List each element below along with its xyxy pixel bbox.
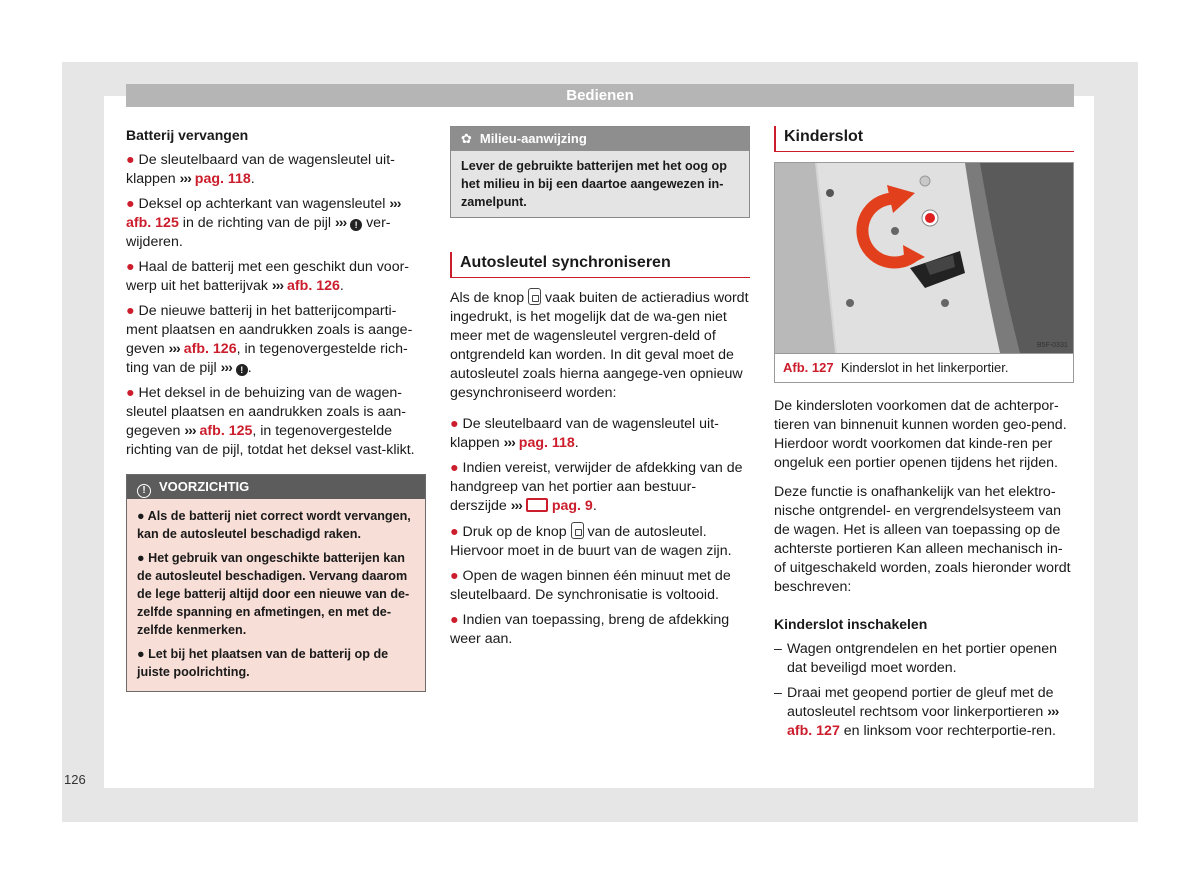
figure-code: B5F-0331 [1037, 342, 1068, 349]
page-frame-bottom [62, 788, 1138, 822]
caution-item: ● Let bij het plaatsen van de batterij op de juiste poolrichting. [137, 647, 389, 679]
caution-box [126, 474, 426, 692]
chapter-header: Bedienen [126, 84, 1074, 107]
caution-body [127, 499, 425, 691]
childlock-subheading: Kinderslot inschakelen [774, 616, 928, 632]
caution-icon: ! [137, 484, 151, 498]
page-ref-link[interactable]: pag. 9 [551, 498, 593, 514]
list-item: ● Deksel op achterkant van wagensleutel ››› afb. 125 in de richting van de pijl ››› ! ver-wijderen. [126, 196, 401, 250]
book-icon [526, 498, 548, 512]
figure-ref-link[interactable]: afb. 127 [787, 723, 840, 739]
environment-note-text: Lever de gebruikte batterijen met het oog op het milieu in bij een daartoe aangewezen in-zamelpunt. [451, 151, 749, 217]
door-lock-drawing [775, 163, 1073, 353]
battery-heading: Batterij vervangen [126, 127, 249, 143]
column-childlock [774, 126, 1074, 747]
column-sync [450, 126, 750, 655]
warning-icon: ! [236, 364, 248, 376]
childlock-paragraph-1: De kindersloten voorkomen dat de achterpor-tieren van binnenuit kunnen worden geo-pend. Hierdoor wordt voorkomen dat kinde-ren per ongeluk een portier openen tijdens het rijden. [774, 398, 1067, 471]
figure-caption: Afb. 127 Kinderslot in het linkerportier. [775, 353, 1073, 382]
page-frame-right [1094, 62, 1138, 822]
figure-127 [774, 162, 1074, 383]
figure-ref-link[interactable]: afb. 125 [126, 215, 179, 231]
page-ref-link[interactable]: pag. 118 [194, 171, 251, 187]
caution-item: ● Het gebruik van ongeschikte batterijen kan de autosleutel beschadigen. Vervang daarom de lege batterij altijd door een nieuwe van de-zelfde spanning en afmetingen, en met de-zelfde kenmerken. [137, 551, 410, 637]
list-item: ● Indien vereist, verwijder de afdekking van de handgreep van het portier aan bestuur-derszijde ››› pag. 9. [450, 460, 743, 514]
list-item: ● Het deksel in de behuizing van de wagen-sleutel plaatsen en aandrukken zoals is aan-gegeven ››› afb. 125, in tegenovergestelde richting van de pijl, totdat het deksel vast-klikt. [126, 385, 415, 458]
list-item: ● Indien van toepassing, breng de afdekking weer aan. [450, 612, 730, 647]
section-title-sync: Autosleutel synchroniseren [450, 252, 750, 278]
environment-note-box [450, 126, 750, 218]
caution-header: ! VOORZICHTIG [127, 475, 425, 499]
list-item: ● Open de wagen binnen één minuut met de sleutelbaard. De synchronisatie is voltooid. [450, 568, 731, 603]
childlock-paragraph-2: Deze functie is onafhankelijk van het elektro-nische ontgrendel- en vergrendelsysteem van de wagen. Het is alleen van toepassing op de achterste portieren Kan alleen mechanisch in- of uitgeschakeld worden, zoals hieronder wordt beschreven: [774, 484, 1071, 595]
figure-ref-link[interactable]: afb. 126 [183, 341, 237, 357]
list-item: ● Druk op de knop van de autosleutel. Hiervoor moet in de buurt van de wagen zijn. [450, 524, 732, 559]
lock-key-icon [528, 288, 541, 305]
figure-ref-link[interactable]: afb. 126 [287, 278, 340, 294]
caution-item: ● Als de batterij niet correct wordt vervangen, kan de autosleutel beschadigd raken. [137, 509, 411, 541]
lock-key-icon [571, 522, 584, 539]
page-frame-left [62, 62, 104, 822]
environment-note-header: ✿ Milieu-aanwijzing [451, 127, 749, 151]
list-item: ● De sleutelbaard van de wagensleutel uit-klappen ››› pag. 118. [126, 152, 395, 187]
page-number: 126 [64, 772, 86, 787]
column-battery [126, 126, 426, 692]
figure-ref-link[interactable]: afb. 125 [199, 423, 253, 439]
list-item: ● De nieuwe batterij in het batterijcomparti-ment plaatsen en aandrukken zoals is aange-geven ››› afb. 126, in tegenovergestelde rich-ting van de pijl ››› ! . [126, 303, 413, 376]
flower-icon: ✿ [461, 131, 472, 146]
step-item: – Draai met geopend portier de gleuf met de autosleutel rechtsom voor linkerportieren ››› afb. 127 en linksom voor rechterportie-ren. [774, 685, 1059, 739]
warning-icon: ! [350, 219, 362, 231]
sync-intro: Als de knop vaak buiten de actieradius wordt ingedrukt, is het mogelijk dat de wa-gen niet meer met de wagensleutel vergren-deld of ontgrendeld kan worden. In dit geval moet de autosleutel zoals hierna aangege-ven opnieuw gesynchroniseerd worden: [450, 290, 749, 401]
step-item: – Wagen ontgrendelen en het portier openen dat beveiligd moet worden. [774, 641, 1058, 676]
section-title-childlock: Kinderslot [774, 126, 1074, 152]
list-item: ● Haal de batterij met een geschikt dun voor-werp uit het batterijvak ››› afb. 126. [126, 259, 410, 294]
page-ref-link[interactable]: pag. 118 [518, 435, 575, 451]
list-item: ● De sleutelbaard van de wagensleutel uit-klappen ››› pag. 118. [450, 416, 719, 451]
child-lock-illustration [775, 163, 1073, 353]
